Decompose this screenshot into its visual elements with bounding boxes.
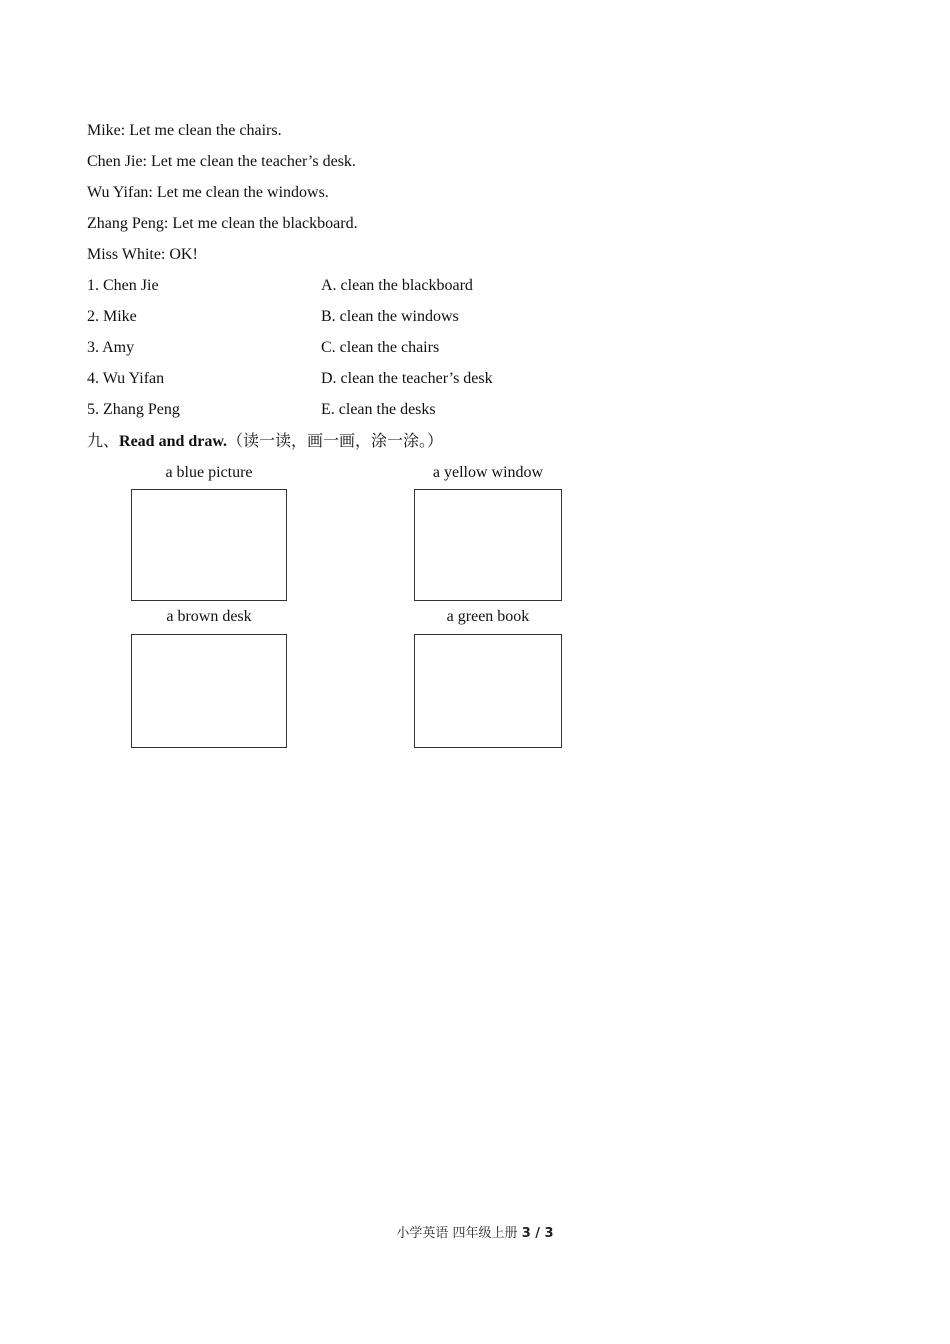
dialogue-line-chen-jie: Chen Jie: Let me clean the teacher’s desk. [87,153,356,170]
section-heading [87,432,443,452]
dialogue-line-zhang-peng: Zhang Peng: Let me clean the blackboard. [87,215,358,232]
match-name-5: 5. Zhang Peng [87,401,180,418]
page-footer [0,1225,950,1243]
match-option-d: D. clean the teacher’s desk [321,370,493,387]
footer-subject: 小学英语 四年级上册 [396,1226,518,1241]
match-option-a: A. clean the blackboard [321,277,473,294]
match-name-1: 1. Chen Jie [87,277,159,294]
dialogue-line-mike: Mike: Let me clean the chairs. [87,122,282,139]
match-option-e: E. clean the desks [321,401,436,418]
drawing-box-blue-picture[interactable] [131,489,287,601]
page-number: 3 / 3 [521,1226,554,1241]
section-title: Read and draw. [119,433,228,450]
drawing-box-green-book[interactable] [414,634,562,748]
caption-green-book: a green book [446,608,530,625]
section-instruction: （读一读，画一画，涂一涂。） [227,433,444,450]
drawing-box-brown-desk[interactable] [131,634,287,748]
match-option-c: C. clean the chairs [321,339,440,356]
match-name-3: 3. Amy [87,339,135,356]
dialogue-line-miss-white: Miss White: OK! [87,246,198,263]
match-name-4: 4. Wu Yifan [87,370,165,387]
match-name-2: 2. Mike [87,308,137,325]
caption-blue-picture: a blue picture [165,464,253,481]
section-number: 九、 [87,433,120,450]
match-option-b: B. clean the windows [321,308,459,325]
dialogue-line-wu-yifan: Wu Yifan: Let me clean the windows. [87,184,329,201]
drawing-box-yellow-window[interactable] [414,489,562,601]
caption-brown-desk: a brown desk [166,608,252,625]
caption-yellow-window: a yellow window [432,464,544,481]
